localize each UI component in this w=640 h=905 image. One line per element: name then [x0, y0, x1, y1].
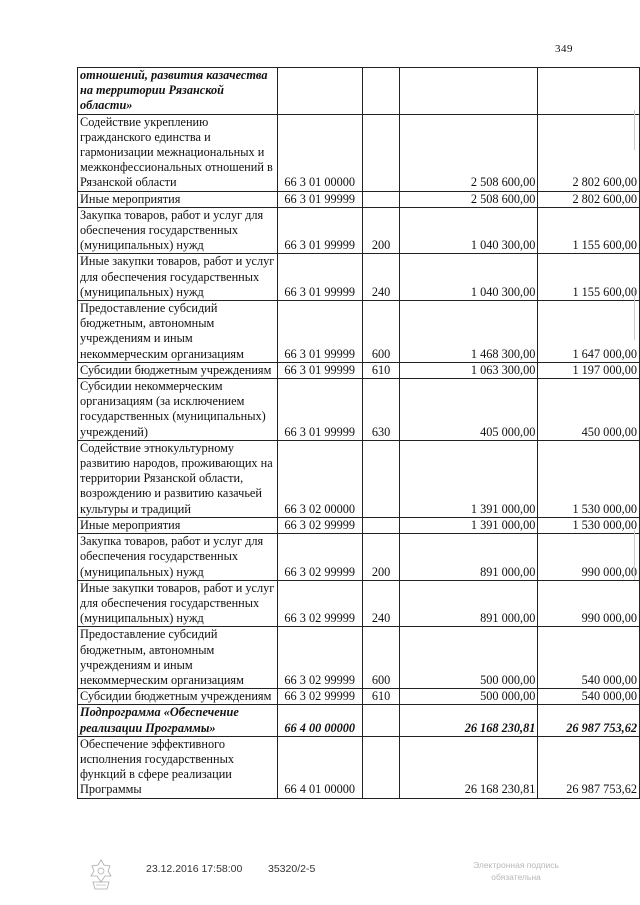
row-amount-year1: 2 508 600,00	[400, 114, 538, 191]
row-name: Предоставление субсидий бюджетным, автономным учреждениям и иным некоммерческим организациям	[78, 301, 278, 363]
table-row	[78, 114, 640, 191]
row-expense-type: 600	[362, 301, 400, 363]
row-code: 66 3 02 00000	[277, 440, 362, 517]
row-code	[277, 68, 362, 115]
row-expense-type: 630	[362, 379, 400, 441]
row-name: Иные мероприятия	[78, 191, 278, 207]
row-amount-year1: 891 000,00	[400, 534, 538, 581]
row-amount-year1: 891 000,00	[400, 580, 538, 627]
table-row	[78, 362, 640, 378]
row-amount-year2: 2 802 600,00	[538, 114, 640, 191]
table-row	[78, 68, 640, 115]
row-expense-type	[362, 736, 400, 798]
row-amount-year1: 500 000,00	[400, 689, 538, 705]
row-amount-year2: 990 000,00	[538, 534, 640, 581]
row-amount-year2: 540 000,00	[538, 689, 640, 705]
row-name: Закупка товаров, работ и услуг для обеспечения государственных (муниципальных) нужд	[78, 207, 278, 254]
row-amount-year2: 540 000,00	[538, 627, 640, 689]
row-amount-year2: 1 647 000,00	[538, 301, 640, 363]
row-amount-year1: 1 391 000,00	[400, 440, 538, 517]
row-name: Субсидии бюджетным учреждениям	[78, 689, 278, 705]
table-row	[78, 689, 640, 705]
row-expense-type: 610	[362, 689, 400, 705]
table-row	[78, 254, 640, 301]
signature-stamp	[446, 859, 586, 883]
row-code: 66 3 01 00000	[277, 114, 362, 191]
page-number: 349	[555, 43, 573, 55]
row-code: 66 3 01 99999	[277, 254, 362, 301]
table-row	[78, 517, 640, 533]
footer-datetime: 23.12.2016 17:58:00	[146, 863, 243, 875]
row-expense-type	[362, 191, 400, 207]
row-amount-year1: 1 468 300,00	[400, 301, 538, 363]
row-code: 66 3 01 99999	[277, 379, 362, 441]
row-code: 66 3 02 99999	[277, 689, 362, 705]
row-amount-year1	[400, 68, 538, 115]
row-name: Иные закупки товаров, работ и услуг для обеспечения государственных (муниципальных) нужд	[78, 580, 278, 627]
row-code: 66 3 02 99999	[277, 627, 362, 689]
row-name: Субсидии некоммерческим организациям (за исключением государственных (муниципальных) учреждений)	[78, 379, 278, 441]
row-name: Субсидии бюджетным учреждениям	[78, 362, 278, 378]
row-amount-year2: 450 000,00	[538, 379, 640, 441]
table-row	[78, 207, 640, 254]
scan-edge-marks	[633, 110, 636, 670]
row-amount-year2: 26 987 753,62	[538, 705, 640, 736]
row-name: Подпрограмма «Обеспечение реализации Программы»	[78, 705, 278, 736]
row-expense-type	[362, 68, 400, 115]
row-amount-year2	[538, 68, 640, 115]
row-amount-year1: 1 391 000,00	[400, 517, 538, 533]
stamp-line-1: Электронная подпись	[473, 860, 559, 870]
footer-doc-number: 35320/2-5	[268, 863, 316, 875]
row-expense-type	[362, 114, 400, 191]
row-amount-year1: 1 040 300,00	[400, 207, 538, 254]
row-amount-year2: 26 987 753,62	[538, 736, 640, 798]
table-row	[78, 301, 640, 363]
row-name: Предоставление субсидий бюджетным, автономным учреждениям и иным некоммерческим организациям	[78, 627, 278, 689]
row-code: 66 3 01 99999	[277, 207, 362, 254]
row-amount-year1: 26 168 230,81	[400, 705, 538, 736]
row-name: Содействие укреплению гражданского единства и гармонизации межнациональных и межконфессиональных отношений в Рязанской области	[78, 114, 278, 191]
row-amount-year1: 1 040 300,00	[400, 254, 538, 301]
row-code: 66 3 01 99999	[277, 362, 362, 378]
row-name: Закупка товаров, работ и услуг для обеспечения государственных (муниципальных) нужд	[78, 534, 278, 581]
row-name: Иные мероприятия	[78, 517, 278, 533]
row-expense-type: 200	[362, 534, 400, 581]
row-expense-type	[362, 440, 400, 517]
table-body	[78, 68, 640, 799]
table-row	[78, 736, 640, 798]
row-expense-type: 600	[362, 627, 400, 689]
row-code: 66 3 02 99999	[277, 517, 362, 533]
table-row	[78, 534, 640, 581]
row-code: 66 3 01 99999	[277, 191, 362, 207]
row-expense-type: 240	[362, 580, 400, 627]
budget-table	[77, 67, 640, 799]
row-name: Содействие этнокультурному развитию народов, проживающих на территории Рязанской области, возрождению и развитию казачьей культуры и традиций	[78, 440, 278, 517]
row-amount-year1: 2 508 600,00	[400, 191, 538, 207]
table-row	[78, 191, 640, 207]
row-amount-year1: 500 000,00	[400, 627, 538, 689]
row-amount-year1: 1 063 300,00	[400, 362, 538, 378]
row-code: 66 3 02 99999	[277, 580, 362, 627]
row-code: 66 4 01 00000	[277, 736, 362, 798]
row-amount-year2: 1 530 000,00	[538, 440, 640, 517]
table-row	[78, 440, 640, 517]
row-amount-year2: 1 155 600,00	[538, 254, 640, 301]
coat-of-arms-icon	[88, 858, 114, 892]
row-expense-type: 240	[362, 254, 400, 301]
row-amount-year2: 2 802 600,00	[538, 191, 640, 207]
table-row	[78, 379, 640, 441]
row-amount-year2: 990 000,00	[538, 580, 640, 627]
footer	[0, 858, 640, 898]
table-row	[78, 580, 640, 627]
row-expense-type	[362, 705, 400, 736]
row-expense-type	[362, 517, 400, 533]
row-expense-type: 200	[362, 207, 400, 254]
row-amount-year1: 405 000,00	[400, 379, 538, 441]
row-amount-year2: 1 530 000,00	[538, 517, 640, 533]
row-code: 66 3 01 99999	[277, 301, 362, 363]
row-code: 66 4 00 00000	[277, 705, 362, 736]
row-amount-year2: 1 155 600,00	[538, 207, 640, 254]
row-name: отношений, развития казачества на территории Рязанской области»	[78, 68, 278, 115]
row-name: Обеспечение эффективного исполнения государственных функций в сфере реализации Программы	[78, 736, 278, 798]
row-expense-type: 610	[362, 362, 400, 378]
table-row	[78, 705, 640, 736]
stamp-line-2: обязательна	[491, 872, 541, 882]
row-code: 66 3 02 99999	[277, 534, 362, 581]
table-row	[78, 627, 640, 689]
row-amount-year1: 26 168 230,81	[400, 736, 538, 798]
row-name: Иные закупки товаров, работ и услуг для обеспечения государственных (муниципальных) нужд	[78, 254, 278, 301]
row-amount-year2: 1 197 000,00	[538, 362, 640, 378]
